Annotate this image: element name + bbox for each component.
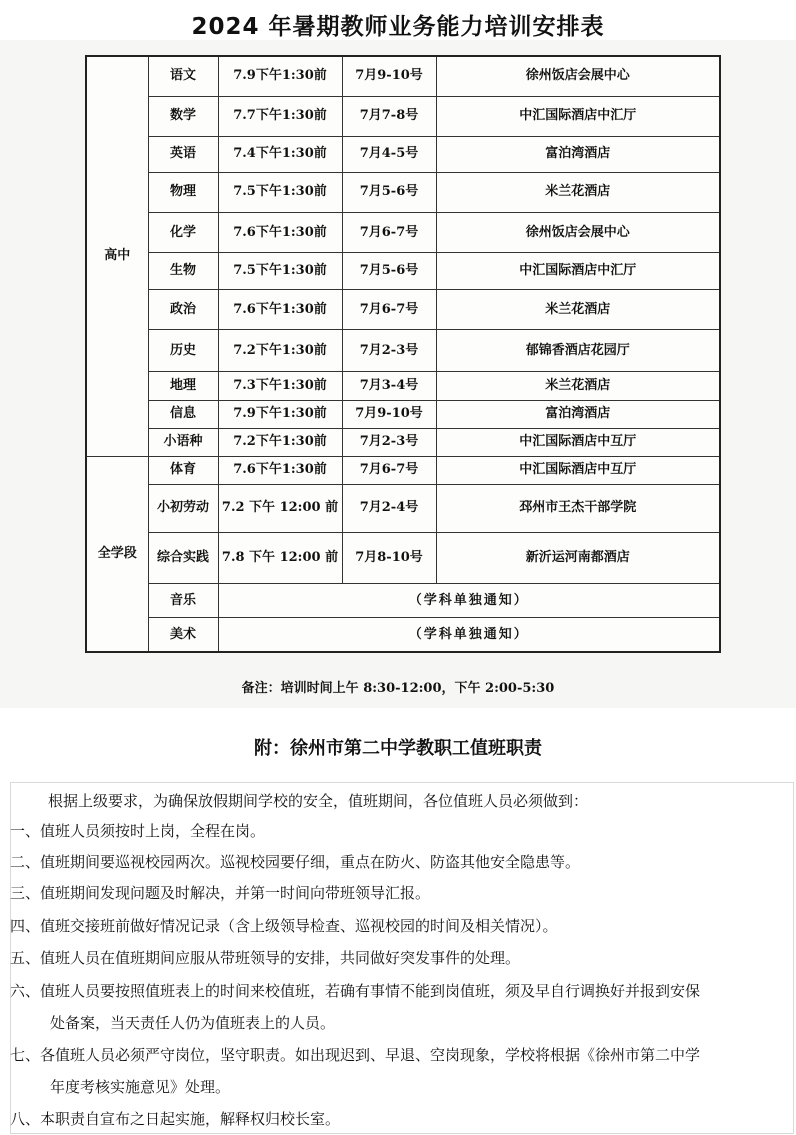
- notice-cell: （学科单独通知）: [218, 618, 720, 652]
- table-row: [86, 136, 720, 172]
- deadline-cell: 7.6下午1:30前: [218, 290, 342, 330]
- duty-item: 五、值班人员在值班期间应服从带班领导的安排，共同做好突发事件的处理。: [10, 949, 521, 967]
- table-row: [86, 400, 720, 428]
- date-cell: 7月5-6号: [342, 253, 436, 290]
- date-cell: 7月9-10号: [342, 56, 436, 96]
- venue-cell: 新沂运河南都酒店: [436, 533, 720, 584]
- table-row: [86, 172, 720, 212]
- deadline-cell: 7.3下午1:30前: [218, 372, 342, 400]
- duty-item-continued: 处备案，当天责任人仍为值班表上的人员。: [50, 1014, 336, 1032]
- date-cell: 7月5-6号: [342, 172, 436, 212]
- date-cell: 7月9-10号: [342, 400, 436, 428]
- training-time-remark: 备注：培训时间上午 8:30-12:00，下午 2:00-5:30: [241, 681, 555, 696]
- duty-item: 二、值班期间要巡视校园两次。巡视校园要仔细，重点在防火、防盗其他安全隐患等。: [10, 853, 581, 871]
- duty-item: 一、值班人员须按时上岗，全程在岗。: [10, 822, 266, 840]
- subject-cell: 化学: [148, 212, 218, 252]
- subject-cell: 美术: [148, 618, 218, 652]
- deadline-cell: 7.2 下午 12:00 前: [218, 484, 342, 532]
- duty-item: 四、值班交接班前做好情况记录（含上级领导检查、巡视校园的时间及相关情况）。: [10, 917, 558, 935]
- subject-cell: 生物: [148, 253, 218, 290]
- deadline-cell: 7.6下午1:30前: [218, 212, 342, 252]
- venue-cell: 米兰花酒店: [436, 172, 720, 212]
- date-cell: 7月4-5号: [342, 136, 436, 172]
- deadline-cell: 7.9下午1:30前: [218, 400, 342, 428]
- table-row: [86, 96, 720, 136]
- duty-item: 三、值班期间发现问题及时解决，并第一时间向带班领导汇报。: [10, 884, 431, 902]
- subject-cell: 体育: [148, 456, 218, 484]
- subject-cell: 政治: [148, 290, 218, 330]
- group-high-school: 高中: [86, 56, 148, 456]
- deadline-cell: 7.6下午1:30前: [218, 456, 342, 484]
- deadline-cell: 7.4下午1:30前: [218, 136, 342, 172]
- table-row: [86, 253, 720, 290]
- subject-cell: 小语种: [148, 428, 218, 456]
- duty-item: 六、值班人员要按照值班表上的时间来校值班，若确有事情不能到岗值班，须及早自行调换好并报到安保: [10, 982, 701, 1000]
- venue-cell: 富泊湾酒店: [436, 400, 720, 428]
- table-row: [86, 212, 720, 252]
- subject-cell: 数学: [148, 96, 218, 136]
- venue-cell: 中汇国际酒店中互厅: [436, 428, 720, 456]
- subject-cell: 音乐: [148, 584, 218, 618]
- duty-intro: 根据上级要求，为确保放假期间学校的安全，值班期间，各位值班人员必须做到：: [48, 792, 589, 810]
- date-cell: 7月6-7号: [342, 212, 436, 252]
- deadline-cell: 7.9下午1:30前: [218, 56, 342, 96]
- deadline-cell: 7.2下午1:30前: [218, 330, 342, 372]
- date-cell: 7月7-8号: [342, 96, 436, 136]
- duty-section-title: 附：徐州市第二中学教职工值班职责: [254, 738, 542, 759]
- venue-cell: 徐州饭店会展中心: [436, 212, 720, 252]
- date-cell: 7月6-7号: [342, 456, 436, 484]
- subject-cell: 综合实践: [148, 533, 218, 584]
- subject-cell: 语文: [148, 56, 218, 96]
- table-row: [86, 56, 720, 96]
- subject-cell: 历史: [148, 330, 218, 372]
- venue-cell: 米兰花酒店: [436, 372, 720, 400]
- table-row: [86, 618, 720, 652]
- venue-cell: 富泊湾酒店: [436, 136, 720, 172]
- venue-cell: 郁锦香酒店花园厅: [436, 330, 720, 372]
- deadline-cell: 7.5下午1:30前: [218, 253, 342, 290]
- date-cell: 7月6-7号: [342, 290, 436, 330]
- table-row: [86, 330, 720, 372]
- subject-cell: 地理: [148, 372, 218, 400]
- subject-cell: 信息: [148, 400, 218, 428]
- venue-cell: 中汇国际酒店中汇厅: [436, 253, 720, 290]
- duty-item-continued: 年度考核实施意见》处理。: [50, 1078, 231, 1096]
- table-row: [86, 428, 720, 456]
- duty-item: 七、各值班人员必须严守岗位，坚守职责。如出现迟到、早退、空岗现象，学校将根据《徐州市第二中学: [10, 1046, 701, 1064]
- notice-cell: （学科单独通知）: [218, 584, 720, 618]
- date-cell: 7月2-3号: [342, 428, 436, 456]
- venue-cell: 米兰花酒店: [436, 290, 720, 330]
- venue-cell: 中汇国际酒店中汇厅: [436, 96, 720, 136]
- date-cell: 7月2-3号: [342, 330, 436, 372]
- subject-cell: 小初劳动: [148, 484, 218, 532]
- deadline-cell: 7.2下午1:30前: [218, 428, 342, 456]
- training-schedule-table: [85, 55, 721, 653]
- subject-cell: 英语: [148, 136, 218, 172]
- subject-cell: 物理: [148, 172, 218, 212]
- group-all-stages: 全学段: [86, 456, 148, 652]
- venue-cell: 中汇国际酒店中互厅: [436, 456, 720, 484]
- table-row: [86, 372, 720, 400]
- table-row: [86, 456, 720, 484]
- page-title: 2024 年暑期教师业务能力培训安排表: [191, 14, 605, 40]
- table-row: [86, 533, 720, 584]
- venue-cell: 邳州市王杰干部学院: [436, 484, 720, 532]
- table-row: [86, 584, 720, 618]
- date-cell: 7月2-4号: [342, 484, 436, 532]
- duty-item: 八、本职责自宣布之日起实施，解释权归校长室。: [10, 1110, 341, 1128]
- deadline-cell: 7.7下午1:30前: [218, 96, 342, 136]
- table-row: [86, 484, 720, 532]
- deadline-cell: 7.8 下午 12:00 前: [218, 533, 342, 584]
- date-cell: 7月8-10号: [342, 533, 436, 584]
- table-row: [86, 290, 720, 330]
- date-cell: 7月3-4号: [342, 372, 436, 400]
- deadline-cell: 7.5下午1:30前: [218, 172, 342, 212]
- venue-cell: 徐州饭店会展中心: [436, 56, 720, 96]
